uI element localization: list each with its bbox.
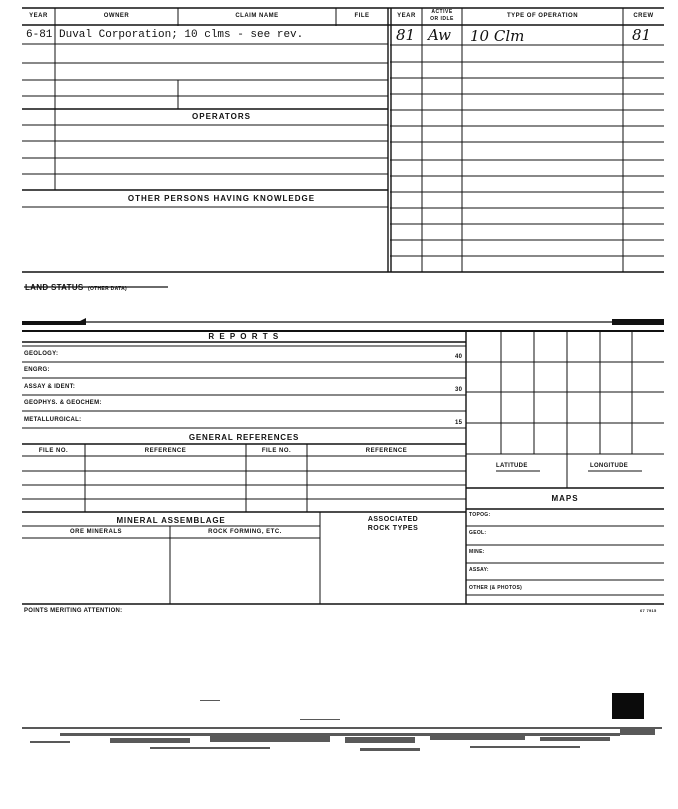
ref-header-reference-2: REFERENCE <box>365 448 408 454</box>
header-crew: CREW <box>633 13 654 19</box>
map-row-topog: TOPOG: <box>469 512 491 518</box>
form-number: 67 7915 <box>640 608 657 613</box>
associated-title-line1: ASSOCIATED <box>367 516 419 523</box>
ref-header-reference-1: REFERENCE <box>144 448 187 454</box>
land-status-title: LAND STATUS <box>25 283 84 292</box>
reports-title: R E P O R T S <box>208 332 280 341</box>
other-persons-title: OTHER PERSONS HAVING KNOWLEDGE <box>127 194 316 203</box>
longitude-label: LONGITUDE <box>590 463 629 469</box>
header-year: YEAR <box>29 13 48 19</box>
land-status-subtitle: (OTHER DATA) <box>88 286 127 292</box>
latitude-label: LATITUDE <box>496 463 528 469</box>
ref-header-file-no-2: FILE NO. <box>261 448 292 454</box>
handwritten-active: Aw <box>428 26 451 44</box>
report-row-assay: ASSAY & IDENT: <box>24 384 76 390</box>
handwritten-type: 10 Clm <box>470 27 525 45</box>
map-row-assay: ASSAY: <box>469 567 489 573</box>
handwritten-crew: 81 <box>632 26 652 44</box>
handwritten-year: 81 <box>396 26 416 44</box>
maps-title: MAPS <box>551 494 579 503</box>
land-status-heading <box>25 277 127 295</box>
report-row-metallurgical-number: 15 <box>455 420 463 426</box>
operators-title: OPERATORS <box>192 112 251 121</box>
report-row-geology-number: 40 <box>455 354 463 360</box>
typed-entry: 6-81 Duval Corporation; 10 clms - see rev. <box>26 29 304 41</box>
mineral-header-ore: ORE MINERALS <box>69 529 122 535</box>
report-row-metallurgical: METALLURGICAL: <box>24 417 82 423</box>
ref-header-file-no-1: FILE NO. <box>38 448 69 454</box>
map-row-mine: MINE: <box>469 549 485 555</box>
report-row-geophys: GEOPHYS. & GEOCHEM: <box>24 400 102 406</box>
associated-title-line2: ROCK TYPES <box>367 525 419 532</box>
report-row-assay-number: 30 <box>455 387 463 393</box>
header-claim-name: CLAIM NAME <box>235 13 279 19</box>
header-year-right: YEAR <box>397 13 416 19</box>
map-row-other: OTHER (& PHOTOS) <box>469 585 523 591</box>
report-row-engrg: ENGRG: <box>24 367 50 373</box>
mineral-assemblage-title: MINERAL ASSEMBLAGE <box>116 516 226 525</box>
points-meriting-attention: POINTS MERITING ATTENTION: <box>24 608 123 614</box>
header-or-idle: OR IDLE <box>430 16 454 22</box>
mineral-header-rock-forming: ROCK FORMING, ETC. <box>208 529 282 535</box>
header-active: ACTIVE <box>431 9 453 15</box>
general-references-title: GENERAL REFERENCES <box>188 433 300 442</box>
header-type-of-operation: TYPE OF OPERATION <box>506 13 579 19</box>
header-file: FILE <box>354 13 370 19</box>
header-owner: OWNER <box>103 13 130 19</box>
map-row-geol: GEOL: <box>469 530 487 536</box>
report-row-geology: GEOLOGY: <box>24 351 59 357</box>
